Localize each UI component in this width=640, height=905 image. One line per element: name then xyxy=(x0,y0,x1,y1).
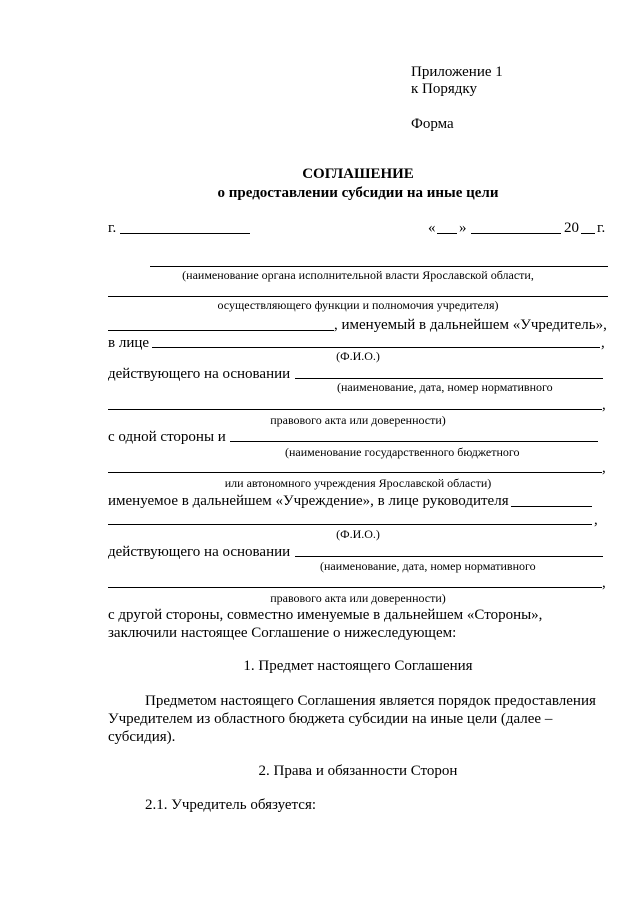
fio-hint-2: (Ф.И.О.) xyxy=(336,527,380,541)
basis-field-2[interactable] xyxy=(295,556,603,557)
day-field[interactable] xyxy=(437,233,457,234)
authority-name-field-2[interactable] xyxy=(108,296,608,297)
basis-field-1[interactable] xyxy=(295,378,603,379)
basis-hint-1b: правового акта или доверенности) xyxy=(270,413,446,427)
other-side-line-1: с другой стороны, совместно именуемые в дальнейшем «Стороны», xyxy=(108,607,543,623)
basis-hint-1: (наименование, дата, номер нормативного xyxy=(337,380,553,394)
section-1-heading: 1. Предмет настоящего Соглашения xyxy=(243,658,473,674)
institution-field-2[interactable] xyxy=(108,472,602,473)
other-side-line-2: заключили настоящее Соглашение о нижеследующем: xyxy=(108,625,457,641)
founder-text: , именуемый в дальнейшем «Учредитель», xyxy=(334,317,607,333)
year-field[interactable] xyxy=(581,233,595,234)
comma: , xyxy=(602,460,606,476)
basis-hint-2b: правового акта или доверенности) xyxy=(270,591,446,605)
year-prefix: 20 xyxy=(564,220,579,236)
comma: , xyxy=(601,335,605,351)
authority-hint: (наименование органа исполнительной власти Ярославской области, xyxy=(182,268,534,282)
one-side-label: с одной стороны и xyxy=(108,429,226,445)
institution-hint-2: или автономного учреждения Ярославской области) xyxy=(224,476,492,490)
comma: , xyxy=(594,512,598,528)
year-suffix: г. xyxy=(597,220,606,236)
authority-hint-2: осуществляющего функции и полномочия учредителя) xyxy=(217,298,499,312)
basis-field-1b[interactable] xyxy=(108,409,602,410)
month-field[interactable] xyxy=(471,233,561,234)
acting-basis-label-1: действующего на основании xyxy=(108,366,291,382)
director-field[interactable] xyxy=(511,506,592,507)
city-field[interactable] xyxy=(120,233,250,234)
authority-name-field[interactable] xyxy=(150,266,608,267)
form-label: Форма xyxy=(411,116,454,132)
acting-basis-label-2: действующего на основании xyxy=(108,544,291,560)
in-person-label: в лице xyxy=(108,335,150,351)
section-2-heading: 2. Права и обязанности Сторон xyxy=(258,763,458,779)
document-title: СОГЛАШЕНИЕ xyxy=(302,166,414,182)
representative-field[interactable] xyxy=(152,347,600,348)
order-label: к Порядку xyxy=(411,81,477,97)
section-1-para-line-3: субсидия). xyxy=(108,729,176,745)
fio-hint-1: (Ф.И.О.) xyxy=(336,349,380,363)
quote-close: » xyxy=(459,220,467,236)
basis-hint-2: (наименование, дата, номер нормативного xyxy=(320,559,536,573)
comma: , xyxy=(602,397,606,413)
quote-open: « xyxy=(428,220,436,236)
comma: , xyxy=(602,575,606,591)
founder-field[interactable] xyxy=(108,330,334,331)
basis-field-2b[interactable] xyxy=(108,587,602,588)
city-prefix: г. xyxy=(108,220,117,236)
section-1-para-line-2: Учредителем из областного бюджета субсидии на иные цели (далее – xyxy=(108,711,553,727)
institution-hint: (наименование государственного бюджетного xyxy=(285,445,520,459)
section-1-para-line-1: Предметом настоящего Соглашения является порядок предоставления xyxy=(145,693,596,709)
section-2-item-2-1: 2.1. Учредитель обязуется: xyxy=(145,797,317,813)
institution-text: именуемое в дальнейшем «Учреждение», в лице руководителя xyxy=(108,493,509,509)
director-name-field[interactable] xyxy=(108,524,592,525)
document-subtitle: о предоставлении субсидии на иные цели xyxy=(217,185,499,201)
appendix-label: Приложение 1 xyxy=(411,64,503,80)
institution-field[interactable] xyxy=(230,441,598,442)
